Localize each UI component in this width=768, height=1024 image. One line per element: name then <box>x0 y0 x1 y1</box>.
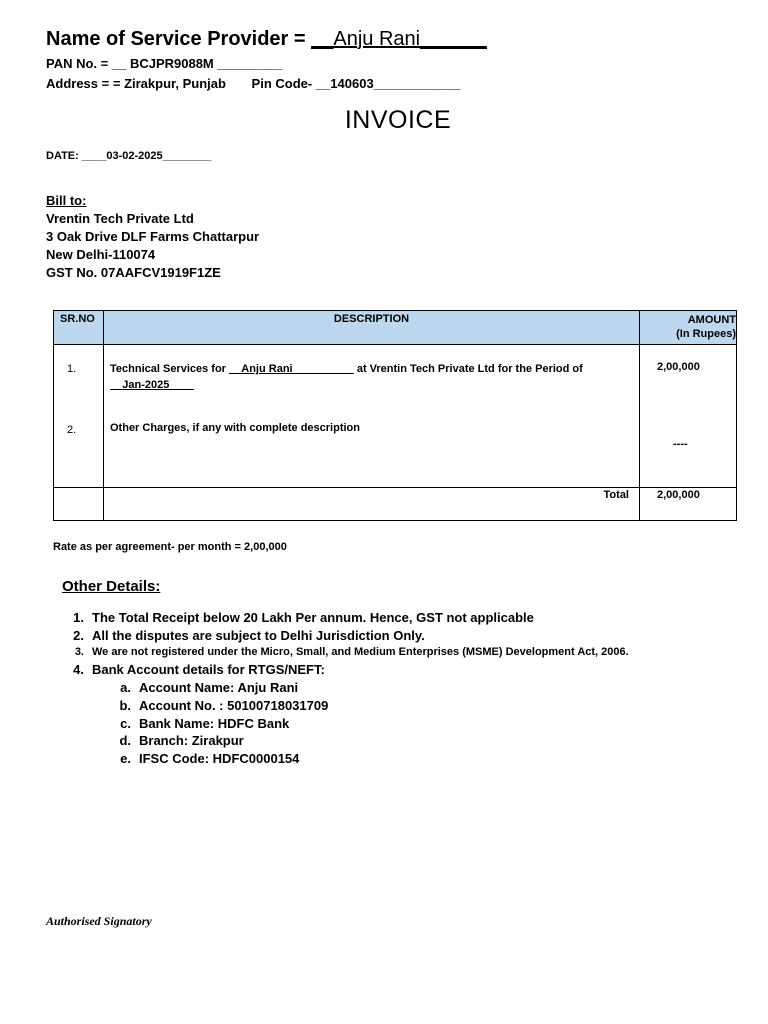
pan-line <box>46 56 282 71</box>
bank-name: Bank Name: HDFC Bank <box>139 716 290 731</box>
bill-to-gst: GST No. 07AAFCV1919F1ZE <box>46 265 221 280</box>
list-item-text: All the disputes are subject to Delhi Jurisdiction Only. <box>92 628 425 643</box>
bank-detail-letter: c. <box>120 716 131 731</box>
header-amount-line2: (In Rupees) <box>676 328 736 340</box>
row-1-sr: 1. <box>67 363 77 375</box>
row-1-desc-period: __Jan-2025____ <box>110 379 194 391</box>
total-label: Total <box>603 489 629 501</box>
header-description: DESCRIPTION <box>104 311 640 345</box>
list-item-number: 3. <box>74 646 84 658</box>
provider-name: __Anju Rani______ <box>311 28 487 50</box>
bank-detail-letter: b. <box>119 698 131 713</box>
bank-detail-letter: d. <box>119 733 131 748</box>
row-2-amount: ---- <box>673 438 688 450</box>
row-2-description: Other Charges, if any with complete description <box>110 422 360 434</box>
bank-account-name: Account Name: Anju Rani <box>139 680 299 695</box>
total-sr-cell <box>54 488 104 521</box>
authorised-signatory: Authorised Signatory <box>46 914 152 928</box>
list-item-text: We are not registered under the Micro, Small, and Medium Enterprises (MSME) Development Act, 2006. <box>92 646 629 658</box>
bank-detail-item <box>120 680 299 695</box>
bank-detail-letter: a. <box>120 680 131 695</box>
invoice-title: INVOICE <box>344 106 452 134</box>
total-row <box>54 488 737 521</box>
row-1-desc-name: __Anju Rani__________ <box>229 363 354 375</box>
list-item-text: Bank Account details for RTGS/NEFT: <box>92 662 325 677</box>
list-item <box>73 628 425 643</box>
provider-line <box>46 28 487 51</box>
row-1-desc-prefix: Technical Services for <box>110 363 230 375</box>
bank-account-number: Account No. : 50100718031709 <box>139 698 329 713</box>
header-amount-line1: AMOUNT <box>687 314 736 326</box>
header-amount <box>640 311 737 345</box>
date-label: DATE: <box>46 150 79 162</box>
total-amount-cell <box>640 488 737 521</box>
list-item <box>73 662 325 677</box>
invoice-table <box>53 310 737 521</box>
bank-detail-item <box>120 751 300 766</box>
provider-label: Name of Service Provider = <box>46 28 306 50</box>
pan-value: __ BCJPR9088M _________ <box>111 56 283 71</box>
sr-cell <box>54 345 104 488</box>
row-1-description <box>110 361 630 393</box>
list-item-number: 2. <box>73 628 84 643</box>
bank-ifsc: IFSC Code: HDFC0000154 <box>139 751 300 766</box>
pin-value: __140603____________ <box>315 76 461 91</box>
pan-label: PAN No. = <box>46 56 109 71</box>
bill-to-city: New Delhi-110074 <box>46 247 156 262</box>
address-label: Address = <box>46 76 110 91</box>
bank-branch: Branch: Zirakpur <box>139 733 244 748</box>
description-cell <box>104 345 640 488</box>
bank-detail-item <box>119 733 244 748</box>
total-label-cell <box>104 488 640 521</box>
list-item <box>73 610 534 625</box>
list-item-number: 1. <box>73 610 84 625</box>
amount-cell <box>640 345 737 488</box>
bill-to-address: 3 Oak Drive DLF Farms Chattarpur <box>46 229 260 244</box>
bank-detail-letter: e. <box>120 751 131 766</box>
address-value: = Zirakpur, Punjab <box>112 76 226 91</box>
row-2-sr: 2. <box>67 424 77 436</box>
date-line <box>46 150 212 162</box>
date-value: ____03-02-2025________ <box>81 150 212 162</box>
row-1-amount: 2,00,000 <box>657 361 700 373</box>
address-line <box>46 76 460 91</box>
pin-label: Pin Code- <box>251 76 313 91</box>
bill-to-company: Vrentin Tech Private Ltd <box>46 211 194 226</box>
bill-to-block <box>46 192 259 282</box>
total-amount: 2,00,000 <box>657 489 700 501</box>
bank-detail-item <box>120 716 290 731</box>
list-item-text: The Total Receipt below 20 Lakh Per annum. Hence, GST not applicable <box>92 610 534 625</box>
list-item-number: 4. <box>73 662 84 677</box>
header-sr-no: SR.NO <box>54 311 104 345</box>
bank-detail-item <box>119 698 329 713</box>
rate-note: Rate as per agreement- per month = 2,00,000 <box>53 541 287 553</box>
row-1-desc-middle: at Vrentin Tech Private Ltd for the Period of <box>353 363 583 375</box>
other-details-heading: Other Details: <box>62 578 161 595</box>
bill-to-label: Bill to: <box>46 193 87 208</box>
list-item <box>74 646 629 658</box>
table-row <box>54 345 737 488</box>
table-header-row <box>54 311 737 345</box>
